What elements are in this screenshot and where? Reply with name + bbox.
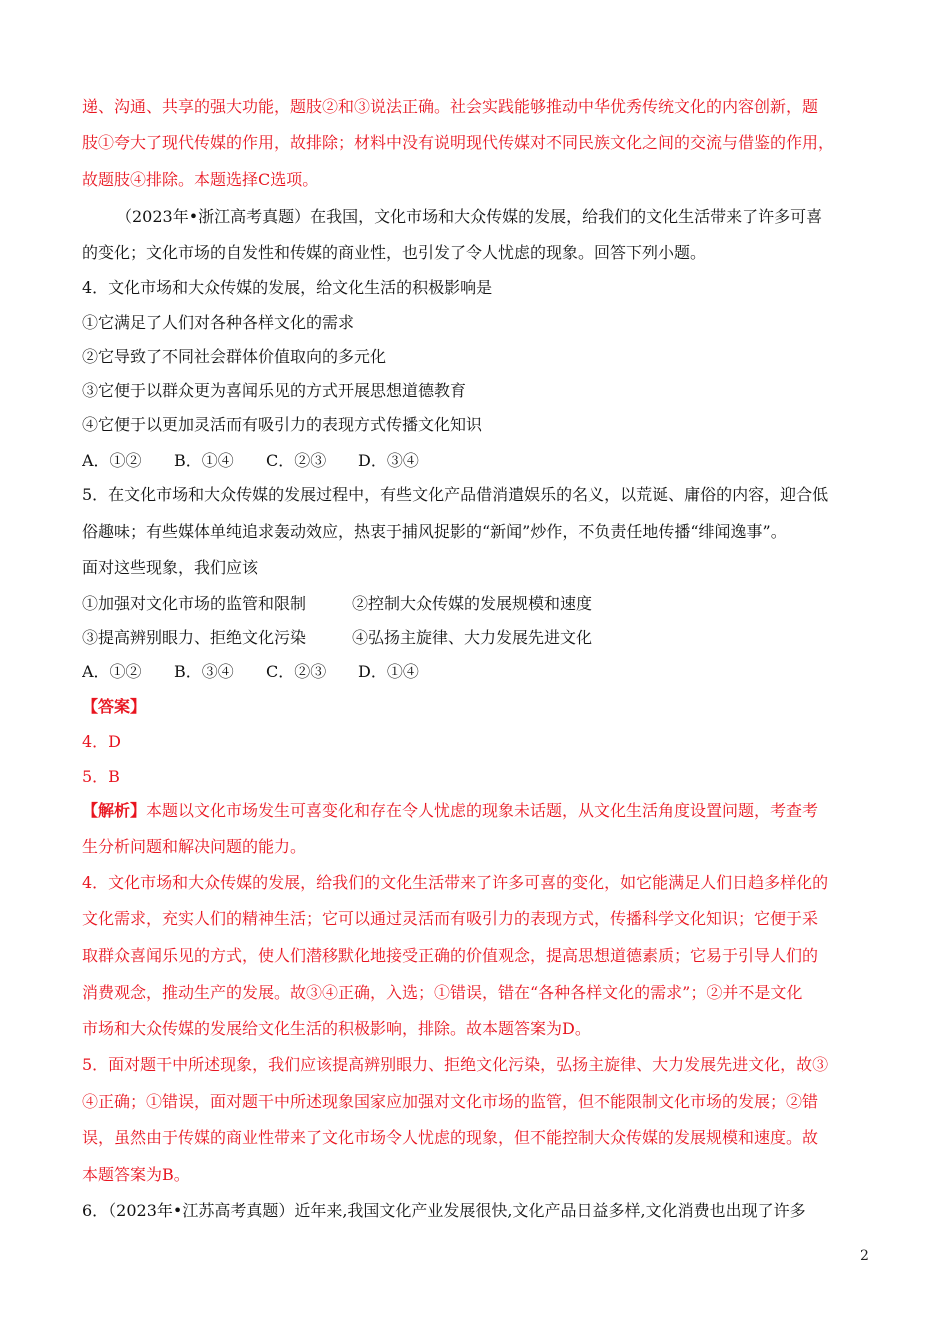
analysis-q5-line: 误，虽然由于传媒的商业性带来了文化市场令人忧虑的现象，但不能控制大众传媒的发展规模和速度。故 (82, 1128, 819, 1147)
question-4: 4．文化市场和大众传媒的发展，给文化生活的积极影响是 (82, 278, 493, 297)
q4-options (82, 450, 872, 472)
analysis-q5-line: ④正确；①错误，面对题干中所述现象国家应加强对文化市场的监管，但不能限制文化市场的发展；②错 (82, 1092, 819, 1111)
question-5-line: 俗趣味；有些媒体单纯追求轰动效应，热衷于捕风捉影的“新闻”炒作，不负责任地传播“绯闻逸事”。 (82, 522, 787, 541)
analysis-q4-line: 消费观念，推动生产的发展。故③④正确，入选；①错误，错在“各种各样文化的需求”；②并不是文化 (82, 983, 803, 1002)
analysis-q5-line: 本题答案为B。 (82, 1165, 190, 1184)
q5-option-d: D．①④ (358, 662, 419, 681)
question-stem-line: 的变化；文化市场的自发性和传媒的商业性，也引发了令人忧虑的现象。回答下列小题。 (82, 243, 707, 262)
page-number: 2 (860, 1248, 869, 1264)
answer-heading: 【答案】 (82, 697, 147, 716)
q5-option-c: C．②③ (266, 662, 327, 681)
q5-item: ①加强对文化市场的监管和限制 (82, 594, 307, 613)
q5-items-row (82, 627, 872, 649)
analysis-q4-line: 4．文化市场和大众传媒的发展，给我们的文化生活带来了许多可喜的变化，如它能满足人们日趋多样化的 (82, 873, 829, 892)
q4-item: ②它导致了不同社会群体价值取向的多元化 (82, 347, 387, 366)
answer-item: 5．B (82, 767, 120, 786)
analysis-intro-line: 生分析问题和解决问题的能力。 (82, 837, 307, 856)
q5-option-b: B．③④ (174, 662, 234, 681)
analysis-q4-line: 取群众喜闻乐见的方式，使人们潜移默化地接受正确的价值观念，提高思想道德素质；它易于引导人们的 (82, 946, 819, 965)
q4-option-c: C．②③ (266, 451, 327, 470)
question-stem-line: （2023年•浙江高考真题）在我国，文化市场和大众传媒的发展，给我们的文化生活带来了许多可喜 (116, 207, 823, 226)
q5-item: ②控制大众传媒的发展规模和速度 (352, 594, 593, 613)
q5-item: ③提高辨别眼力、拒绝文化污染 (82, 628, 307, 647)
q4-option-a: A．①② (82, 451, 142, 470)
q5-options (82, 661, 872, 683)
q4-item: ④它便于以更加灵活而有吸引力的表现方式传播文化知识 (82, 415, 483, 434)
analysis-intro (82, 800, 872, 822)
prev-explanation-line: 肢①夸大了现代传媒的作用，故排除；材料中没有说明现代传媒对不同民族文化之间的交流与借鉴的作用， (82, 133, 835, 152)
q5-item: ④弘扬主旋律、大力发展先进文化 (352, 628, 593, 647)
analysis-q4-line: 文化需求，充实人们的精神生活；它可以通过灵活而有吸引力的表现方式，传播科学文化知识；它便于采 (82, 909, 819, 928)
question-6-line: 6．（2023年•江苏高考真题）近年来,我国文化产业发展很快,文化产品日益多样,文化消费也出现了许多 (82, 1201, 806, 1220)
answer-item: 4．D (82, 732, 122, 751)
prev-explanation-line: 递、沟通、共享的强大功能，题肢②和③说法正确。社会实践能够推动中华优秀传统文化的内容创新，题 (82, 97, 819, 116)
q5-items-row (82, 593, 872, 615)
prev-explanation-line: 故题肢④排除。本题选择C选项。 (82, 170, 319, 189)
q5-option-a: A．①② (82, 662, 142, 681)
question-5-line: 5．在文化市场和大众传媒的发展过程中，有些文化产品借消遣娱乐的名义，以荒诞、庸俗的内容，迎合低 (82, 485, 829, 504)
question-5-line: 面对这些现象，我们应该 (82, 558, 259, 577)
analysis-q4-line: 市场和大众传媒的发展给文化生活的积极影响，排除。故本题答案为D。 (82, 1019, 591, 1038)
q4-option-d: D．③④ (358, 451, 419, 470)
q4-option-b: B．①④ (174, 451, 234, 470)
analysis-intro-text: 本题以文化市场发生可喜变化和存在令人忧虑的现象未话题，从文化生活角度设置问题，考查考 (146, 801, 819, 820)
q4-item: ③它便于以群众更为喜闻乐见的方式开展思想道德教育 (82, 381, 467, 400)
q4-item: ①它满足了人们对各种各样文化的需求 (82, 313, 355, 332)
analysis-heading: 【解析】 (82, 801, 147, 820)
analysis-q5-line: 5．面对题干中所述现象，我们应该提高辨别眼力、拒绝文化污染，弘扬主旋律、大力发展先进文化，故③ (82, 1055, 829, 1074)
